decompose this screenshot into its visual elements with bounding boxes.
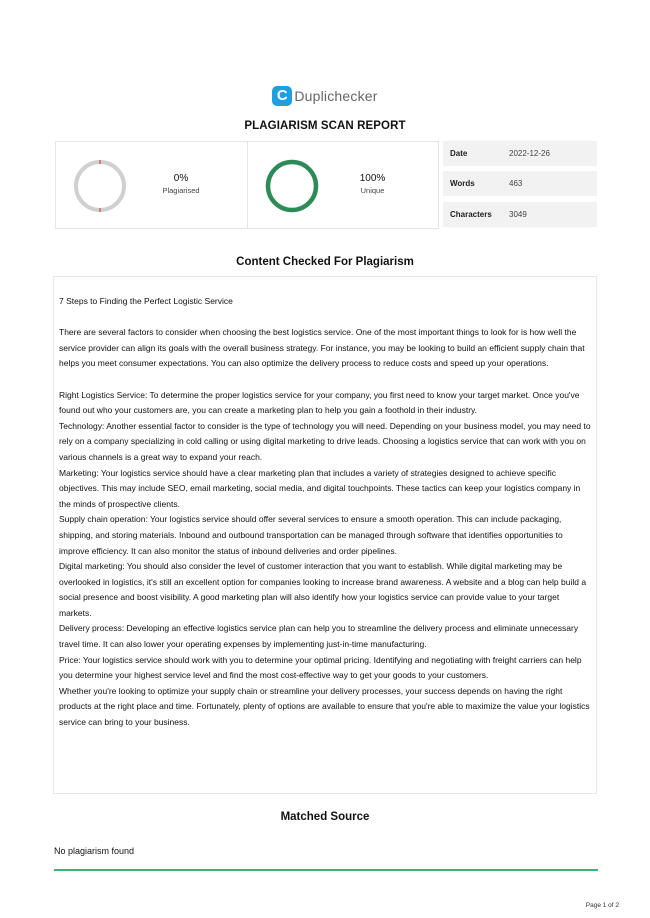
plagiarised-ring-chart [72, 158, 128, 214]
meta-row-date [443, 141, 597, 166]
report-title: PLAGIARISM SCAN REPORT [244, 120, 406, 132]
meta-row-characters [443, 202, 597, 227]
summary-box [55, 141, 439, 229]
content-paragraph: Whether you're looking to optimize your supply chain or streamline your delivery processes, your success depends on having the right products at the right place and time. Fortunately, plenty of options are available to ensure that you're able to maximize the value your logistics service can bring to your business. [59, 685, 590, 728]
content-paragraph: Digital marketing: You should also consider the level of customer interaction that you want to establish. While digital marketing may be overlooked in logistics, it's still an excellent option for companies looking to increase brand awareness. A website and a blog can help build a social presence and boost visibility. A good marketing plan will also identify how your logistics service can provide value to your target markets. [59, 561, 587, 618]
unique-summary [247, 142, 439, 228]
content-paragraph: Supply chain operation: Your logistics service should offer several services to ensure a smooth operation. This can include packaging, shipping, and storing materials. Inbound and outbound transportation can be managed through software that identifies opportunities to improve efficiency. It can also monitor the status of inbound deliveries and order pipelines. [59, 514, 563, 556]
content-paragraph: Technology: Another essential factor to consider is the type of technology you will need. Depending on your business model, you may need to rely on a company specializing in cold calling or using digital marketing to drive leads. Choosing a logistics service that can work with you on various channels is a great way to expand your reach. [59, 420, 591, 462]
matched-source-title: Matched Source [280, 811, 370, 823]
plagiarised-summary [56, 142, 247, 228]
no-plagiarism-message: No plagiarism found [54, 846, 135, 856]
logo-mark-icon: C [272, 86, 292, 106]
meta-value: 2022-12-26 [509, 149, 550, 158]
unique-label: Unique [360, 186, 385, 195]
page-number: Page 1 of 2 [585, 902, 619, 909]
divider-line [54, 869, 598, 871]
content-paragraph: There are several factors to consider when choosing the best logistics service. One of the most important things to look for is how well the service provider can align its goals with the overall business strategy. For instance, you may be looking to build an efficient supply chain that helps you meet consumer expectations. You can also optimize the delivery process to reduce costs and speed up your operations. [59, 327, 585, 369]
logo [0, 86, 650, 106]
content-paragraph: Right Logistics Service: To determine the proper logistics service for your company, you first need to know your target market. Once you've found out who your customers are, you can create a marketing plan to help you gain a foothold in their industry. [59, 389, 580, 416]
unique-ring [268, 162, 316, 210]
meta-key: Date [450, 149, 468, 158]
meta-value: 463 [509, 179, 523, 188]
content-section-title: Content Checked For Plagiarism [236, 256, 414, 268]
logo-text: Duplichecker [294, 88, 378, 104]
unique-percent: 100% [359, 173, 386, 184]
unique-ring-chart [264, 158, 320, 214]
plagiarised-label-group [146, 173, 216, 195]
meta-key: Words [450, 179, 475, 188]
content-paragraph: Delivery process: Developing an effective logistics service plan can help you to streamline the delivery process and eliminate unnecessary travel time. It can also lower your operating expenses by implementing just-in-time manufacturing. [59, 623, 579, 650]
plagiarised-label: Plagiarised [162, 186, 200, 195]
checked-content [53, 276, 597, 794]
plagiarised-ring-track [76, 162, 124, 210]
meta-key: Characters [450, 210, 492, 219]
meta-row-words [443, 171, 597, 196]
meta-value: 3049 [509, 210, 527, 219]
unique-label-group [338, 173, 408, 195]
plagiarised-percent: 0% [173, 173, 189, 184]
content-paragraph: Marketing: Your logistics service should have a clear marketing plan that includes a variety of strategies designed to achieve specific objectives. This may include SEO, email marketing, social media, and digital touchpoints. These tactics can keep your logistics company in the minds of prospective clients. [59, 467, 581, 509]
content-paragraph: Price: Your logistics service should work with you to determine your optimal pricing. Identifying and negotiating with freight carriers can help you determine your highest service level and find the most cost-effective way to get your goods to your customers. [59, 654, 582, 681]
content-heading: 7 Steps to Finding the Perfect Logistic Service [59, 296, 233, 306]
